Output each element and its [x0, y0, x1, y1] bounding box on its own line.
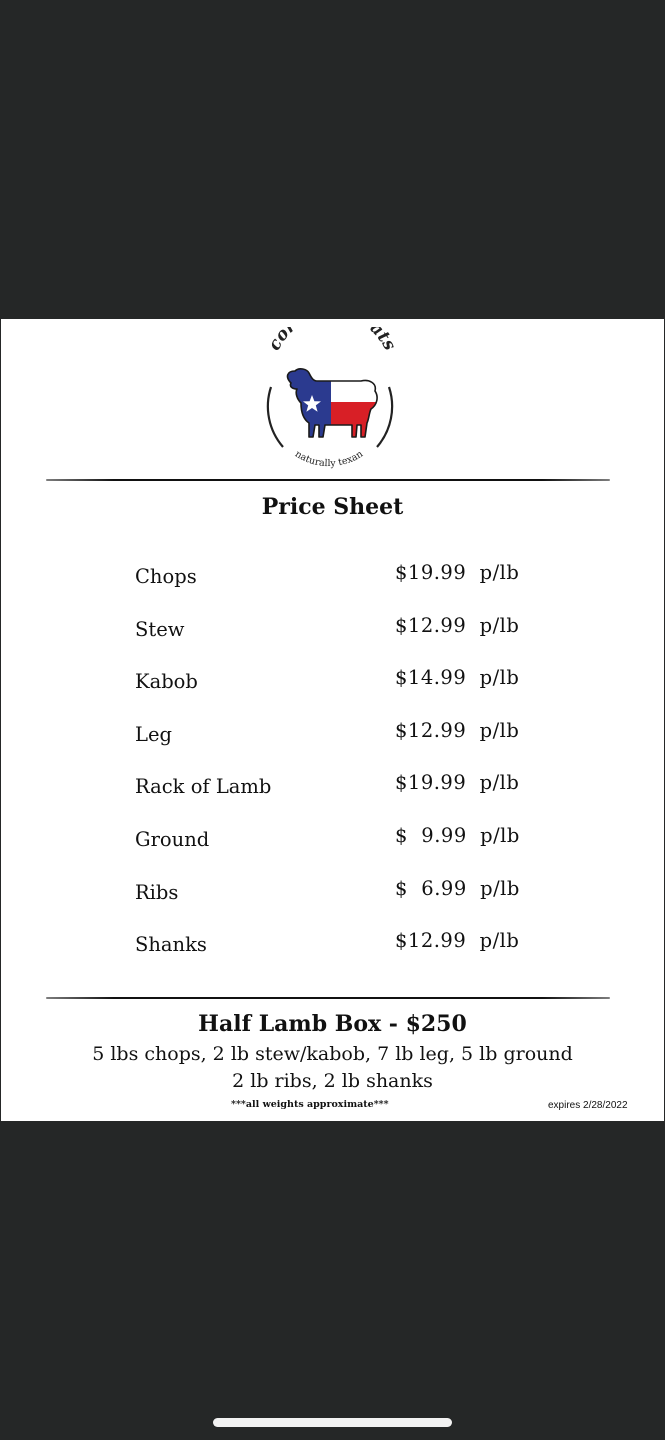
logo-brand-text: co ats	[264, 327, 400, 354]
item-name: Shanks	[135, 933, 207, 957]
price-row	[1, 771, 664, 824]
item-price: $ 6.99 p/lb	[395, 876, 520, 900]
price-row	[1, 719, 664, 772]
item-price: $19.99 p/lb	[395, 561, 520, 584]
price-row	[1, 561, 664, 614]
item-name: Chops	[135, 565, 197, 588]
logo-tagline: naturally texan	[292, 448, 366, 470]
divider	[46, 479, 610, 481]
price-row	[1, 824, 664, 877]
item-price: $ 9.99 p/lb	[395, 823, 520, 847]
price-row	[1, 666, 664, 719]
half-lamb-box-contents: 2 lb ribs, 2 lb shanks	[232, 1070, 433, 1092]
item-name: Leg	[135, 722, 172, 746]
item-name: Ground	[135, 827, 210, 851]
item-price: $14.99 p/lb	[395, 666, 520, 690]
price-row	[1, 614, 664, 667]
item-price: $19.99 p/lb	[395, 771, 520, 795]
item-name: Rack of Lamb	[135, 775, 272, 799]
price-list	[1, 561, 664, 982]
item-name: Kabob	[135, 670, 198, 694]
home-indicator[interactable]	[213, 1418, 452, 1427]
item-name: Stew	[135, 617, 185, 641]
expiration-date: expires 2/28/2022	[548, 1100, 628, 1111]
item-price: $12.99 p/lb	[395, 718, 520, 742]
price-sheet-image	[1, 319, 664, 1121]
item-price: $12.99 p/lb	[395, 929, 520, 953]
page-title: Price Sheet	[261, 494, 404, 520]
cordero-meats-logo	[257, 327, 403, 475]
item-name: Ribs	[135, 880, 179, 904]
price-row	[1, 929, 664, 982]
half-lamb-box-contents: 5 lbs chops, 2 lb stew/kabob, 7 lb leg, 5 lb ground	[92, 1043, 573, 1065]
item-price: $12.99 p/lb	[395, 613, 520, 637]
divider	[46, 997, 610, 999]
half-lamb-box-title: Half Lamb Box - $250	[198, 1011, 467, 1037]
weights-note: ***all weights approximate***	[231, 1099, 389, 1110]
price-row	[1, 877, 664, 930]
